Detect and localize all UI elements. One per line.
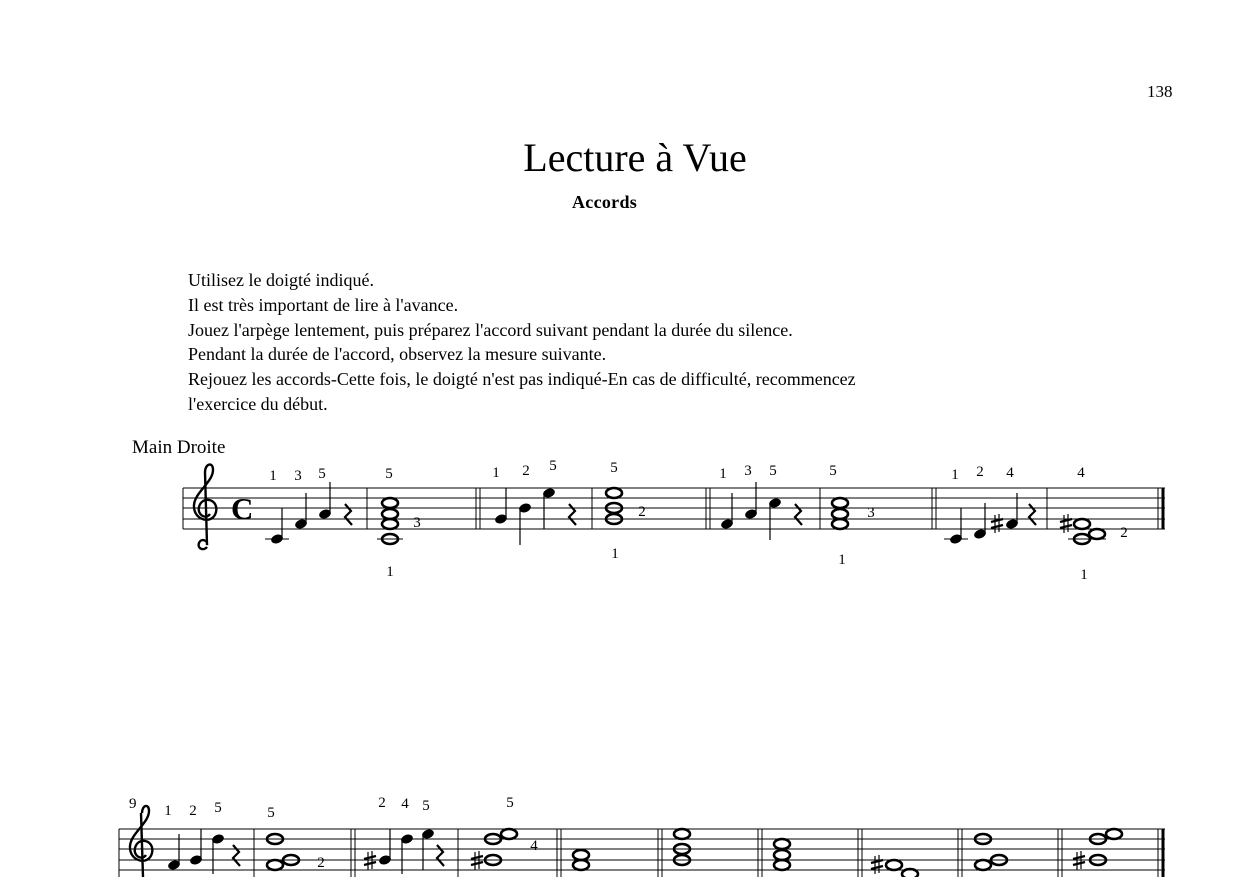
treble-clef-icon [194, 464, 216, 549]
fingering: 5 [318, 466, 326, 482]
sharp-icon [991, 514, 1003, 533]
quarter-rest-icon [569, 504, 576, 525]
fingering: 3 [867, 505, 875, 521]
instruction-line: Rejouez les accords-Cette fois, le doigté n'est pas indiqué-En cas de difficulté, recommencez [188, 369, 856, 390]
fingering: 5 [422, 798, 430, 814]
fingering: 1 [492, 465, 500, 481]
fingering: 1 [164, 803, 172, 819]
instruction-line: Jouez l'arpège lentement, puis préparez l'accord suivant pendant la durée du silence. [188, 319, 793, 340]
fingering: 5 [769, 463, 777, 479]
fingering: 1 [611, 546, 619, 562]
sharp-icon [871, 855, 883, 874]
fingering: 2 [1120, 525, 1128, 541]
fingering: 2 [317, 855, 325, 871]
fingering: 5 [214, 800, 222, 816]
fingering: 2 [638, 504, 646, 520]
fingering: 4 [1077, 465, 1085, 481]
staff-system-1 [183, 458, 1165, 583]
fingering: 2 [976, 464, 984, 480]
quarter-rest-icon [437, 845, 444, 866]
fingering: 1 [1080, 567, 1088, 583]
fingering: 2 [189, 803, 197, 819]
quarter-rest-icon [1029, 504, 1036, 525]
staff-system-2 [119, 795, 1165, 877]
fingering: 4 [401, 796, 409, 812]
treble-clef-icon [130, 806, 152, 877]
fingering: 3 [294, 468, 302, 484]
fingering: 3 [744, 463, 752, 479]
quarter-rest-icon [795, 504, 802, 525]
fingering: 5 [549, 458, 557, 474]
quarter-rest-icon [345, 504, 352, 525]
fingering: 1 [951, 467, 959, 483]
fingering: 5 [267, 805, 275, 821]
fingering: 4 [530, 838, 538, 854]
hand-label: Main Droite [132, 437, 226, 458]
time-signature: C [231, 491, 254, 526]
measure-number: 9 [129, 796, 137, 812]
instruction-line: l'exercice du début. [188, 393, 328, 414]
fingering: 2 [522, 463, 530, 479]
fingering: 5 [506, 795, 514, 811]
fingering: 1 [719, 466, 727, 482]
page-subtitle: Accords [572, 192, 638, 212]
fingering: 3 [413, 515, 421, 531]
instruction-line: Pendant la durée de l'accord, observez la mesure suivante. [188, 344, 607, 365]
notes [265, 482, 1106, 545]
fingering: 5 [829, 463, 837, 479]
fingering: 5 [385, 466, 393, 482]
fingering: 4 [1006, 465, 1014, 481]
fingering: 1 [838, 552, 846, 568]
sharp-icon [1060, 514, 1072, 533]
fingering: 2 [378, 795, 386, 811]
fingering: 5 [610, 460, 618, 476]
quarter-rest-icon [233, 845, 240, 866]
fingering: 1 [269, 468, 277, 484]
page-title: Lecture à Vue [523, 135, 747, 180]
fingering: 1 [386, 564, 394, 580]
page-number: 138 [1147, 82, 1173, 101]
instruction-line: Il est très important de lire à l'avance. [188, 294, 459, 315]
instruction-line: Utilisez le doigté indiqué. [188, 270, 374, 290]
